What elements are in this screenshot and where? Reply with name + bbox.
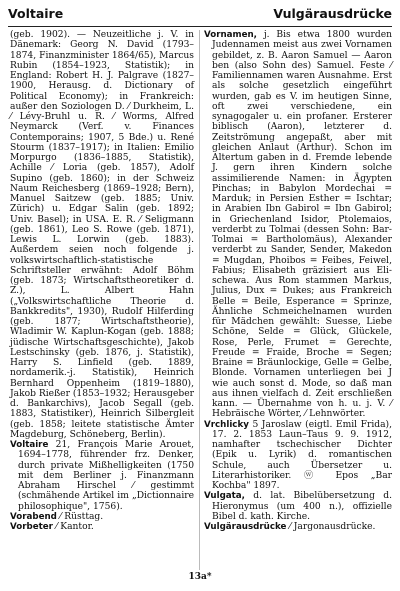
entry-headword: Vrchlicky <box>204 419 249 430</box>
entry-headword: Vorabend <box>10 511 57 522</box>
entry-vorabend <box>10 512 194 522</box>
entry-text: 21, François Marie Arouet, 1694–1778, führender frz. Denker, durch private Mißhelligkeiten (1750 mit dem Berliner j. Finanzmann Abraham Hirschel ⁄ gestimmt (schmähende Artikel im „Dictionnaire philosophique", 1756). <box>18 440 194 512</box>
entry-voltaire <box>10 440 194 512</box>
entry-vrchlicky <box>204 420 392 492</box>
entry-vornamen <box>204 30 392 420</box>
left-column <box>10 30 194 532</box>
page-header <box>8 4 392 24</box>
entry-headword: Voltaire <box>10 440 49 450</box>
entry-headword: Vornamen, <box>204 30 257 40</box>
header-right-term: Vulgärausdrücke <box>273 6 392 21</box>
header-left-term: Voltaire <box>8 6 64 21</box>
entry-text: 5 Jaroslaw (eigtl. Emil Frida), 17. 2. 1853 Laun–Taus 9. 9. 1912, namhafter tschechischer Dichter (Epik u. Lyrik) d. romantischen Schule, auch Übersetzer u. Literarhistoriker. ⓦ Epos „Bar Kochba" 1897. <box>212 419 392 491</box>
column-divider <box>199 30 200 570</box>
entry-vorbeter <box>10 522 194 532</box>
entry-vulgaerausdruecke <box>204 522 392 532</box>
entry-text: d. lat. Bibelübersetzung d. Hieronymus (um 400 n.), offizielle Bibel d. kath. Kirche. <box>212 491 392 522</box>
entry-text: ⁄ Rüsttag. <box>56 511 104 522</box>
entry-text: j. Bis etwa 1800 wurden Judennamen meist aus zwei Vornamen gebildet, z. B. Aaron Samuel — Aaron ben (also Sohn des) Samuel. Feste ⁄ Familiennamen waren Ausnahme. Erst als solche gesetzlich eingeführt wurden, gab es V. im heutigen Sinne, oft zwei verschiedene, ein synagogaler u. ein profaner. Ersterer biblisch (Aaron), letzterer d. Zeitströmung angepaßt, aber mit gleichen Anlaut (Arthur). Schon im Altertum gaben in d. Fremde lebende J. gern ihren Kindern solche assimilierende Namen: in Ägypten Pinchas; in Babylon Mordechai = Marduk; in Persien Esther = Ischtar; in Arabien Ibn Gabirol = Ibn Gabirol; in Griechenland Isidor, Ptolemaios, verderbt zu Tolmai (dessen Sohn: Bar-Tolmai = Bartholomäus), Alexander verderbt zu Sander, Sender, Makedon = Mugdan, Phoibos = Feibes, Feiwel, Fabius; Elisabeth gräzisiert aus Eli-schewa. Aus Rom stammen Markus, Julius, Dux = Dukes; aus Frankreich Belle = Beile, Esperance = Sprinze, Ähnliche Schmeichelnamen wurden für Mädchen gewählt: Suesse, Liebe Schöne, Selde = Glück, Glückele, Rose, Perle, Frumet = Gerechte, Freude = Fraide, Broche = Segen; Braine = Bräunlockige, Gelle = Gelbe, Blonde. Vornamen unterliegen bei J wie auch sonst d. Mode, so daß man aus ihnen vielfach d. Zeit erschließen kann. — Übernahme von h. u. j. V. ⁄ Hebräische Wörter, ⁄ Lehnwörter. <box>212 30 392 420</box>
entry-continuation <box>10 30 194 440</box>
dictionary-page <box>8 4 392 587</box>
entry-text: ⁄ Jargonausdrücke. <box>286 522 376 532</box>
entry-vulgata <box>204 491 392 522</box>
entry-text: (geb. 1902). — Neuzeitliche j. V. in Dänemark: Georg N. David (1793–1874, Finanzminister 1864/65), Marcus Rubin (1854–1923, Statistik); in England: Robert H. J. Palgrave (1827–1900, Herausg. d. Dictionary of Political Economy); in Frankreich: außer den Soziologen D. ⁄ Durkheim, L. ⁄ Lévy-Bruhl u. R. ⁄ Worms, Alfred Neymarck (Verf. v. Finances Contemporains; 1907, 5 Bde.) u. René Stourm (1837–1917); in Italien: Emilio Morpurgo (1836–1885, Statistik), Achille ⁄ Loria (geb. 1857), Adolf Supino (geb. 1860); in der Schweiz Naum Reichesberg (1869–1928; Bern), Manuel Saitzew (geb. 1885; Univ. Zürich) u. Edgar Salin (geb. 1892; Univ. Basel); in USA. E. R. ⁄ Seligmann (geb. 1861), Leo S. Rowe (geb. 1871), Lewis L. Lorwin (geb. 1883). Außerdem seien noch folgende j. volkswirtschaftlich-statistische Schriftsteller erwähnt: Adolf Böhm (geb. 1873; Wirtschaftstheoretiker d. Z.), L. Albert Hahn („Volkswirtschaftliche Theorie d. Bankkredits", 1930), Rudolf Hilferding (geb. 1877; Wirtschaftstheorie), Wladimir W. Kaplun-Kogan (geb. 1888; jüdische Wirtschaftsgeschichte), Jakob Lestschinsky (geb. 1876, j. Statistik), Harry S. Linfield (geb. 1889, nordamerik.-j. Statistik), Heinrich Bernhard Oppenheim (1819–1880), Jakob Rießer (1853–1932; Herausgeber d. Bankarchivs), Jacob Segall (geb. 1883, Statistiker), Heinrich Silbergleit (geb. 1858; leitete statistische Ämter Magdeburg, Schöneberg, Berlin). <box>10 30 194 440</box>
entry-headword: Vorbeter <box>10 522 53 532</box>
page-marker: 13a* <box>188 572 212 582</box>
entry-headword: Vulgärausdrücke <box>204 522 287 532</box>
entry-text: ⁄ Kantor. <box>52 522 94 532</box>
header-rule <box>8 26 392 27</box>
right-column <box>204 30 392 532</box>
entry-headword: Vulgata, <box>204 491 245 502</box>
